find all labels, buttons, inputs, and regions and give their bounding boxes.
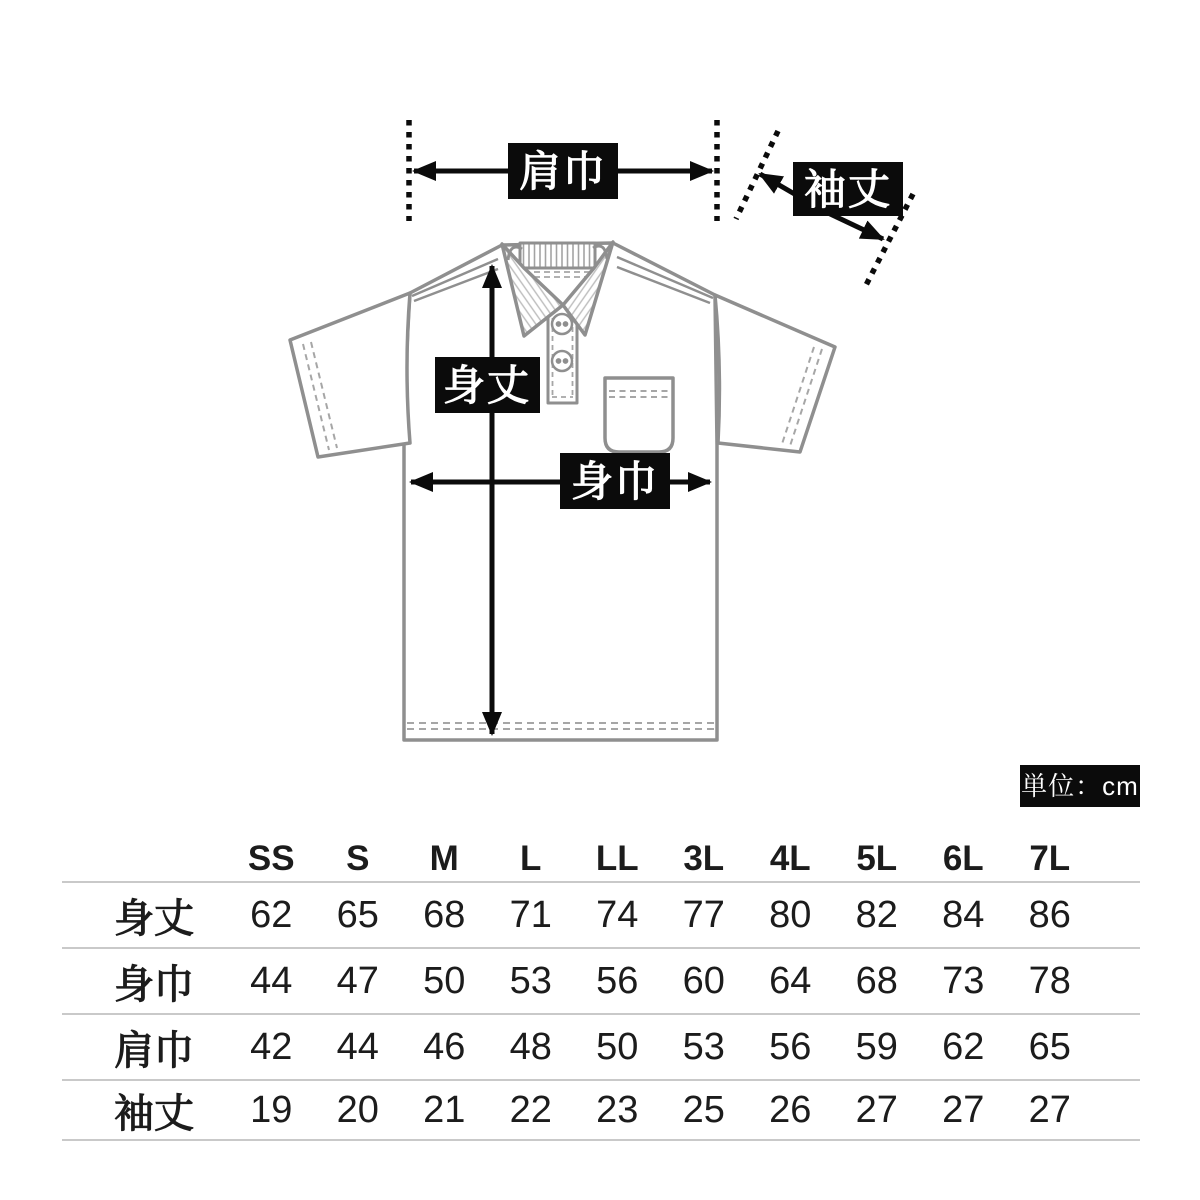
size-column-header: LL bbox=[595, 838, 639, 878]
measurement-value-cell: 86 bbox=[1028, 893, 1071, 936]
measurement-value-cell: 82 bbox=[855, 893, 898, 936]
right-sleeve bbox=[715, 295, 835, 452]
measurement-value-cell: 21 bbox=[423, 1088, 466, 1131]
shoulder-width-annotation bbox=[409, 120, 717, 221]
body-length-label: 身丈 bbox=[442, 362, 532, 409]
measurement-value-cell: 27 bbox=[1028, 1088, 1071, 1131]
measurement-value-cell: 53 bbox=[509, 959, 552, 1002]
size-column-header: SS bbox=[247, 838, 295, 878]
measurement-value-cell: 74 bbox=[596, 893, 639, 936]
measurement-value-cell: 20 bbox=[336, 1088, 379, 1131]
measurement-value-cell: 77 bbox=[682, 893, 725, 936]
size-column-header: 3L bbox=[683, 838, 725, 878]
table-row bbox=[62, 1081, 1140, 1141]
measurement-row-label: 身巾 bbox=[114, 962, 194, 1007]
measurement-value-cell: 68 bbox=[423, 893, 466, 936]
sleeve-length-annotation bbox=[736, 131, 913, 289]
measurement-value-cell: 27 bbox=[942, 1088, 985, 1131]
measurement-row-label: 身丈 bbox=[114, 896, 194, 941]
measurement-value-cell: 19 bbox=[250, 1088, 293, 1131]
measurement-value-cell: 26 bbox=[769, 1088, 812, 1131]
measurement-value-cell: 84 bbox=[942, 893, 985, 936]
unit-label: 単位：cm bbox=[1020, 765, 1140, 807]
measurement-value-cell: 68 bbox=[855, 959, 898, 1002]
sleeve-length-arrow-upper bbox=[760, 174, 798, 196]
size-column-header: L bbox=[520, 838, 542, 878]
measurement-value-cell: 78 bbox=[1028, 959, 1071, 1002]
left-sleeve bbox=[290, 293, 410, 457]
measurement-value-cell: 56 bbox=[769, 1025, 812, 1068]
measurement-value-cell: 62 bbox=[250, 893, 293, 936]
measurement-value-cell: 25 bbox=[682, 1088, 725, 1131]
measurement-value-cell: 56 bbox=[596, 959, 639, 1002]
measurement-value-cell: 23 bbox=[596, 1088, 639, 1131]
size-table bbox=[62, 836, 1140, 1141]
measurement-value-cell: 59 bbox=[855, 1025, 898, 1068]
measurement-value-cell: 64 bbox=[769, 959, 812, 1002]
measurement-value-cell: 73 bbox=[942, 959, 985, 1002]
shoulder-width-label: 肩巾 bbox=[518, 148, 608, 195]
size-table-header-row bbox=[62, 836, 1140, 883]
measurement-value-cell: 47 bbox=[336, 959, 379, 1002]
measurement-row-label: 袖丈 bbox=[114, 1091, 194, 1136]
measurement-value-cell: 27 bbox=[855, 1088, 898, 1131]
measurement-value-cell: 44 bbox=[250, 959, 293, 1002]
size-column-header: 5L bbox=[856, 838, 898, 878]
measurement-value-cell: 71 bbox=[509, 893, 552, 936]
size-column-header: 6L bbox=[942, 838, 984, 878]
measurement-value-cell: 50 bbox=[423, 959, 466, 1002]
body-width-label: 身巾 bbox=[570, 458, 660, 505]
table-row bbox=[62, 1015, 1140, 1081]
measurement-value-cell: 22 bbox=[509, 1088, 552, 1131]
measurement-value-cell: 42 bbox=[250, 1025, 293, 1068]
sleeve-length-arrow-lower bbox=[826, 212, 883, 239]
measurement-value-cell: 65 bbox=[1028, 1025, 1071, 1068]
size-column-header: M bbox=[429, 838, 459, 878]
sleeve-length-label: 袖丈 bbox=[803, 166, 893, 213]
measurement-value-cell: 80 bbox=[769, 893, 812, 936]
measurement-value-cell: 53 bbox=[682, 1025, 725, 1068]
chest-pocket bbox=[605, 378, 673, 452]
measurement-value-cell: 44 bbox=[336, 1025, 379, 1068]
size-column-header: 4L bbox=[769, 838, 811, 878]
measurement-row-label: 肩巾 bbox=[114, 1028, 194, 1073]
size-column-header: 7L bbox=[1029, 838, 1071, 878]
table-row bbox=[62, 883, 1140, 949]
table-row bbox=[62, 949, 1140, 1015]
measurement-value-cell: 48 bbox=[509, 1025, 552, 1068]
size-column-header: S bbox=[346, 838, 370, 878]
measurement-value-cell: 46 bbox=[423, 1025, 466, 1068]
measurement-value-cell: 62 bbox=[942, 1025, 985, 1068]
measurement-value-cell: 65 bbox=[336, 893, 379, 936]
measurement-value-cell: 60 bbox=[682, 959, 725, 1002]
measurement-value-cell: 50 bbox=[596, 1025, 639, 1068]
